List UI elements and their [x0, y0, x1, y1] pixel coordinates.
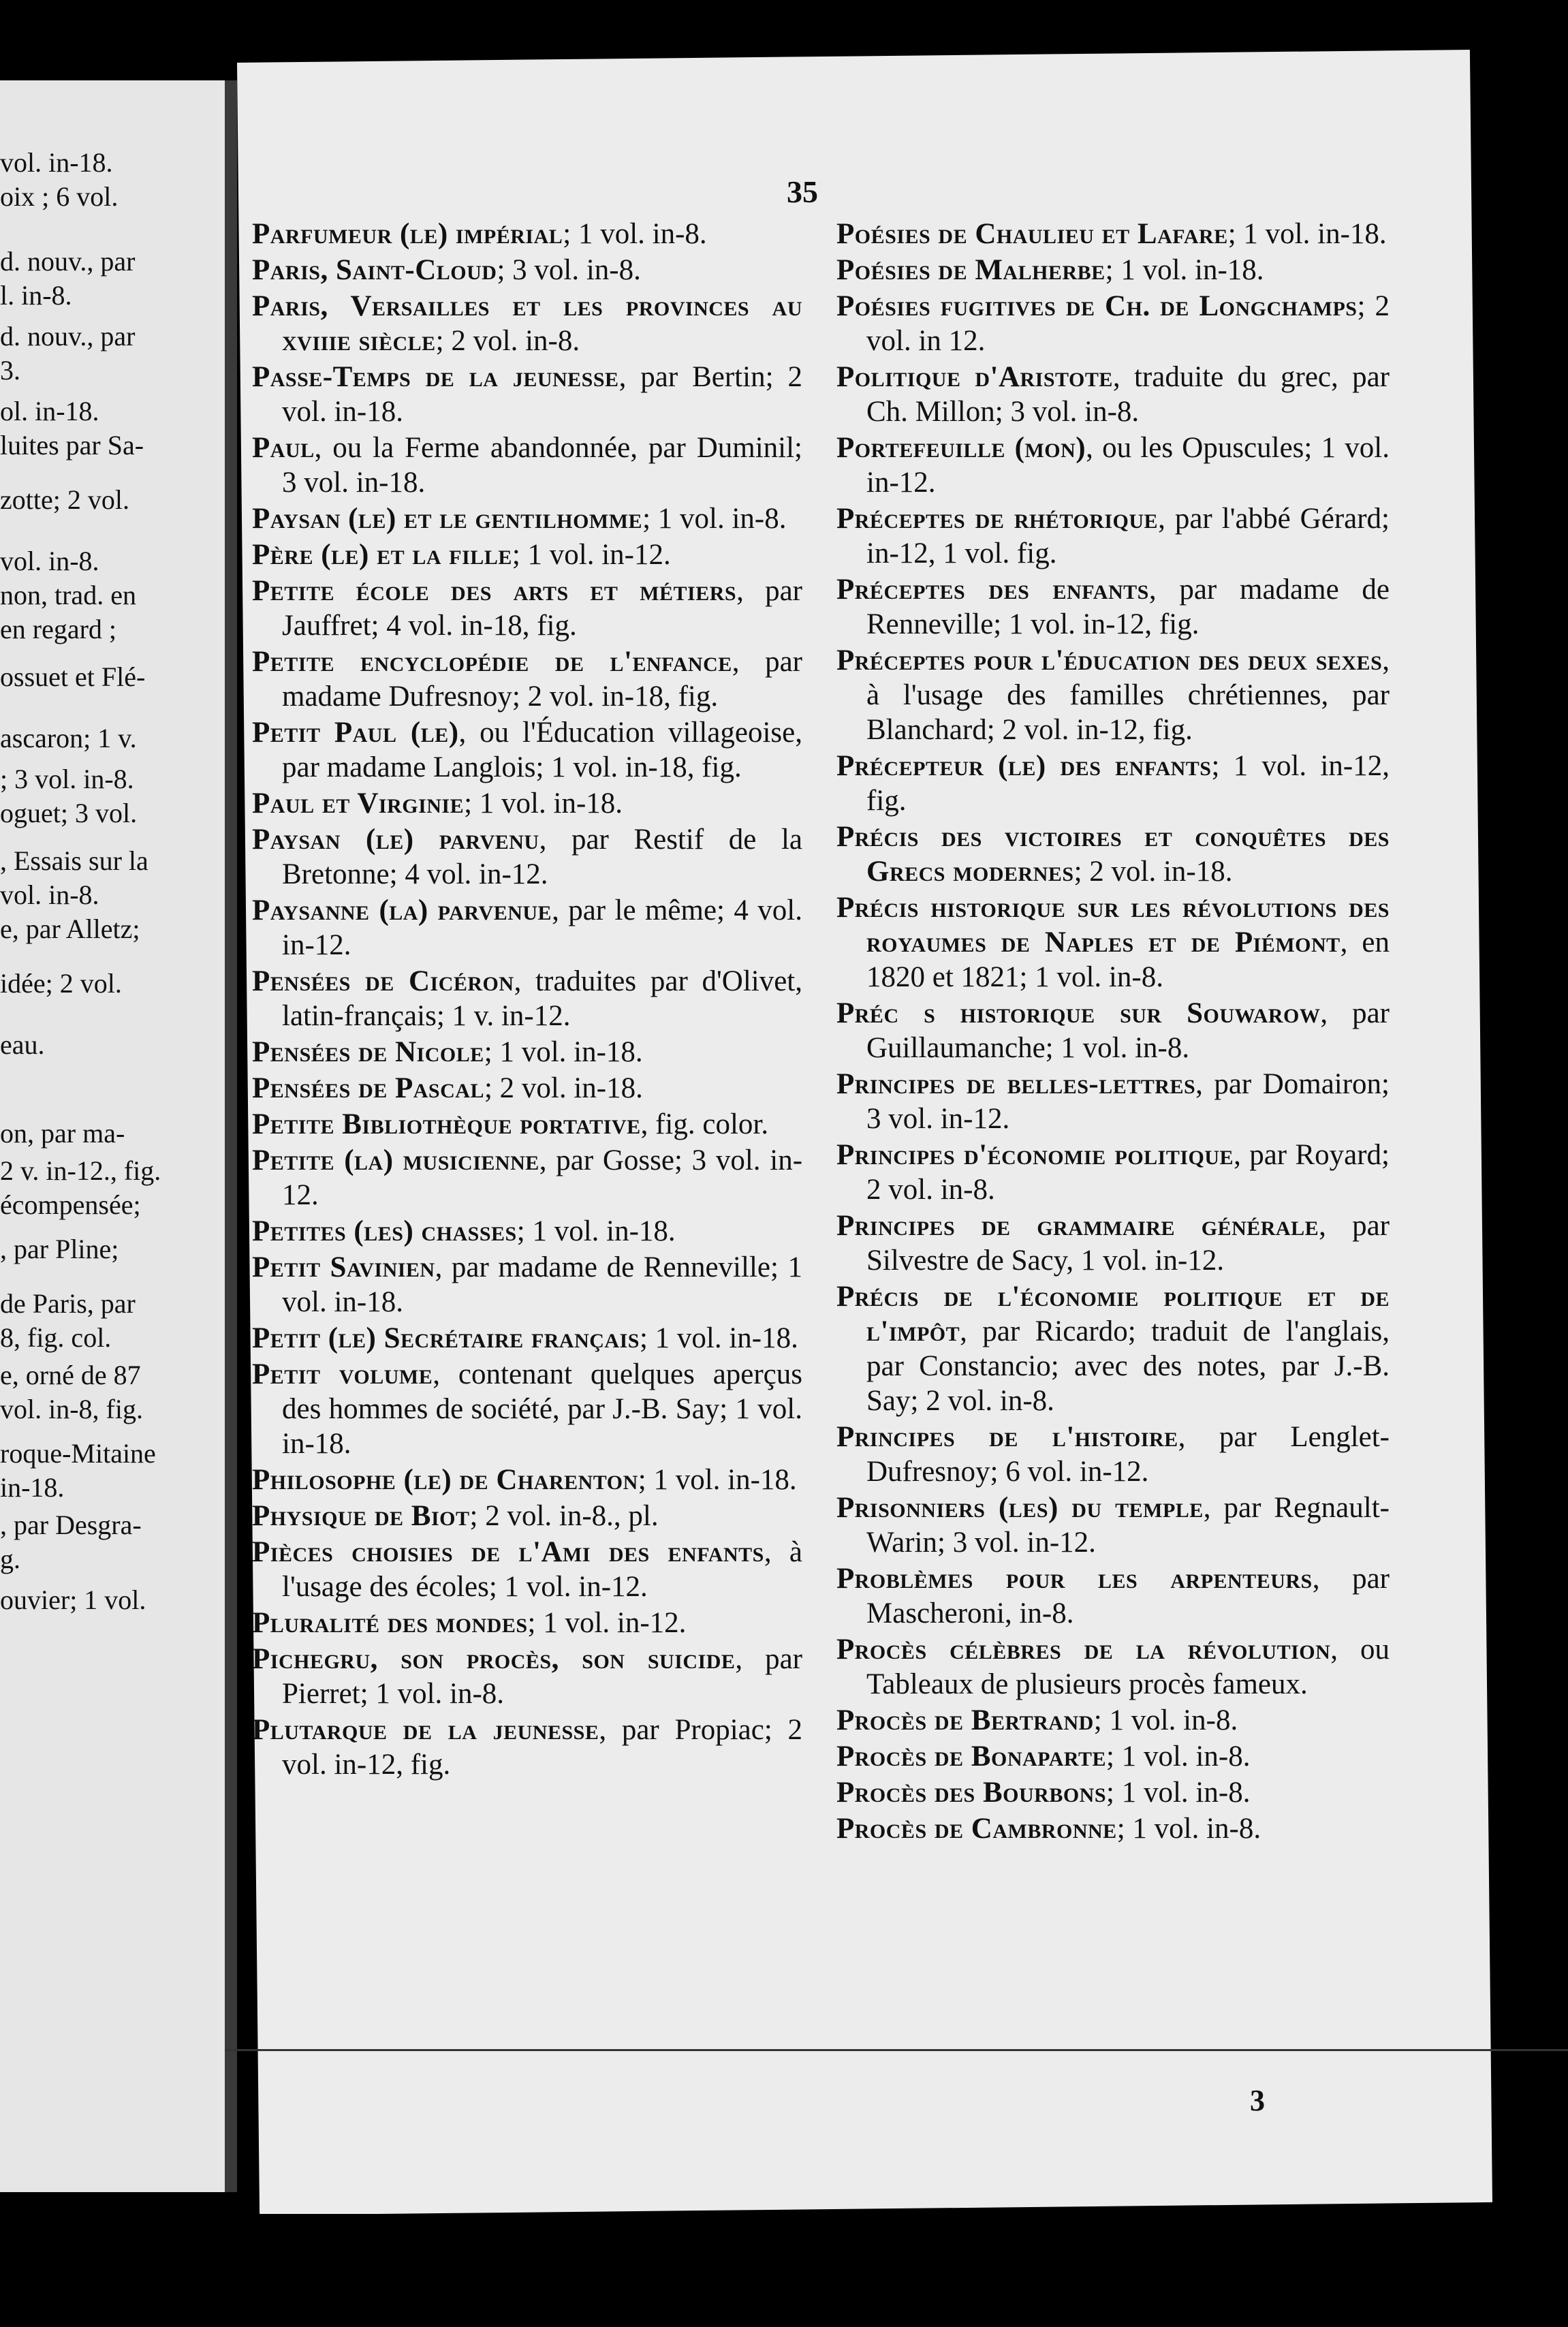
- catalog-entry: [252, 644, 802, 714]
- entry-details: , par madame Dufresnoy; 2 vol. in-18, fig.: [282, 646, 802, 713]
- catalog-entry: [836, 253, 1390, 287]
- entry-title: Petites (les) chasses: [252, 1215, 517, 1247]
- catalog-entry: [836, 819, 1390, 889]
- facing-page-text-fragment: d. nouv., par: [0, 321, 136, 352]
- entry-details: , fig. color.: [640, 1108, 769, 1140]
- entry-title: Petit (le) Secrétaire français: [252, 1322, 640, 1354]
- catalog-entry: [836, 1775, 1390, 1810]
- catalog-entry: [252, 1214, 802, 1249]
- entry-title: Politique d'Aristote: [836, 361, 1113, 393]
- entry-title: Paysan (le) et le gentilhomme: [252, 503, 643, 535]
- signature-mark: 3: [1250, 2084, 1265, 2117]
- entry-details: , par l'abbé Gérard; in-12, 1 vol. fig.: [866, 503, 1390, 569]
- entry-title: Préceptes des enfants: [836, 574, 1149, 606]
- entry-title: Pensées de Cicéron: [252, 965, 514, 997]
- entry-details: , par Lenglet-Dufresnoy; 6 vol. in-12.: [866, 1421, 1390, 1488]
- catalog-entry: [836, 1208, 1390, 1278]
- facing-page-text-fragment: ossuet et Flé-: [0, 661, 146, 692]
- entry-title: Précepteur (le) des enfants: [836, 750, 1212, 782]
- catalog-entry: [252, 1713, 802, 1782]
- facing-page-text-fragment: écompensée;: [0, 1189, 141, 1220]
- facing-page-text-fragment: 2 v. in-12., fig.: [0, 1155, 161, 1186]
- page-gutter: [225, 80, 237, 2192]
- entry-details: ; 1 vol. in-18.: [464, 787, 623, 819]
- catalog-entry: [836, 1739, 1390, 1774]
- catalog-entry: [836, 1811, 1390, 1846]
- catalog-entry: [252, 1321, 802, 1356]
- entry-details: ; 1 vol. in-18.: [1227, 218, 1387, 250]
- facing-page-text-fragment: en regard ;: [0, 614, 117, 644]
- entry-title: Petite Bibliothèque portative: [252, 1108, 641, 1140]
- facing-page-text-fragment: roque-Mitaine: [0, 1438, 156, 1469]
- catalog-entry: [836, 996, 1390, 1065]
- entry-title: Paysan (le) parvenu: [252, 824, 539, 856]
- entry-details: , ou les Opuscules; 1 vol. in-12.: [866, 432, 1390, 499]
- facing-page-text-fragment: , par Pline;: [0, 1234, 119, 1264]
- entry-title: Poésies fugitives de Ch. de Longchamps: [836, 290, 1358, 322]
- page-number: 35: [787, 174, 818, 209]
- entry-title: Précis des victoires et conquêtes des Grecs modernes: [836, 821, 1390, 888]
- facing-page-text-fragment: g.: [0, 1544, 20, 1574]
- catalog-entry: [836, 1490, 1390, 1560]
- entry-details: ; 1 vol. in-18.: [639, 1322, 798, 1354]
- facing-page-text-fragment: e, orné de 87: [0, 1360, 141, 1390]
- entry-details: ; 1 vol. in-8.: [1106, 1740, 1251, 1772]
- entry-title: Poésies de Chaulieu et Lafare: [836, 218, 1228, 250]
- facing-page-text-fragment: oix ; 6 vol.: [0, 181, 119, 212]
- facing-page-text-fragment: vol. in-8.: [0, 879, 99, 910]
- facing-page-fragment: [0, 80, 228, 2192]
- entry-title: Procès de Bertrand: [836, 1704, 1094, 1736]
- catalog-entry: [836, 1138, 1390, 1207]
- entry-title: Principes de l'histoire: [836, 1421, 1178, 1453]
- catalog-entry: [836, 501, 1390, 571]
- facing-page-text-fragment: on, par ma-: [0, 1118, 125, 1149]
- entry-title: Procès célèbres de la révolution: [836, 1634, 1331, 1666]
- entry-details: , ou la Ferme abandonnée, par Duminil; 3 vol. in-18.: [282, 432, 802, 499]
- entry-details: ; 1 vol. in-18.: [638, 1464, 797, 1496]
- entry-details: ; 1 vol. in-8.: [642, 503, 787, 535]
- entry-title: Pièces choisies de l'Ami des enfants: [252, 1536, 764, 1568]
- facing-page-text-fragment: ol. in-18.: [0, 396, 99, 426]
- entry-title: Préceptes pour l'éducation des deux sexes: [836, 644, 1383, 676]
- facing-page-text-fragment: , par Desgra-: [0, 1510, 142, 1540]
- entry-title: Pensées de Pascal: [252, 1072, 484, 1104]
- entry-details: ; 3 vol. in-8.: [497, 254, 641, 286]
- facing-page-text-fragment: ouvier; 1 vol.: [0, 1584, 146, 1615]
- entry-title: Principes d'économie politique: [836, 1139, 1234, 1171]
- entry-title: Poésies de Malherbe: [836, 254, 1106, 286]
- catalog-entry: [252, 893, 802, 963]
- catalog-entry: [252, 786, 802, 821]
- bottom-rule: [225, 2049, 1568, 2051]
- entry-details: , traduite du grec, par Ch. Millon; 3 vol. in-8.: [866, 361, 1390, 428]
- entry-title: Plutarque de la jeunesse: [252, 1714, 599, 1746]
- facing-page-text-fragment: 3.: [0, 355, 20, 386]
- entry-details: , par Propiac; 2 vol. in-12, fig.: [282, 1714, 802, 1781]
- catalog-entry: [252, 537, 802, 572]
- catalog-entry: [836, 431, 1390, 500]
- facing-page-text-fragment: non, trad. en: [0, 580, 136, 610]
- entry-title: Pluralité des mondes: [252, 1607, 528, 1639]
- entry-title: Parfumeur (le) impérial: [252, 218, 563, 250]
- entry-details: , par Regnault-Warin; 3 vol. in-12.: [866, 1492, 1390, 1559]
- catalog-entry: [252, 1642, 802, 1711]
- entry-details: , par Gosse; 3 vol. in-12.: [282, 1144, 803, 1211]
- facing-page-text-fragment: , Essais sur la: [0, 845, 148, 876]
- entry-details: ; 2 vol. in-18.: [484, 1072, 643, 1104]
- catalog-entry: [252, 574, 802, 643]
- entry-title: Père (le) et la fille: [252, 539, 512, 571]
- catalog-entry: [836, 360, 1390, 429]
- entry-title: Procès de Bonaparte: [836, 1740, 1107, 1772]
- facing-page-text-fragment: de Paris, par: [0, 1288, 136, 1319]
- catalog-entry: [252, 217, 802, 251]
- facing-page-text-fragment: 8, fig. col.: [0, 1322, 112, 1353]
- entry-details: , par Mascheroni, in-8.: [866, 1563, 1390, 1629]
- facing-page-text-fragment: idée; 2 vol.: [0, 968, 122, 999]
- entry-details: , traduites par d'Olivet, latin-français; 1 v. in-12.: [282, 965, 802, 1032]
- entry-title: Petite école des arts et métiers: [252, 575, 737, 607]
- entry-title: Paris, Versailles et les provinces au xviiie siècle: [252, 290, 802, 357]
- facing-page-text-fragment: in-18.: [0, 1472, 65, 1503]
- catalog-entry: [836, 1561, 1390, 1631]
- entry-details: , par madame de Renneville; 1 vol. in-18.: [282, 1251, 802, 1318]
- catalog-entry: [252, 1535, 802, 1604]
- entry-details: , par Bertin; 2 vol. in-18.: [282, 361, 802, 428]
- catalog-entry: [836, 643, 1390, 747]
- entry-details: ; 1 vol. in-18.: [484, 1036, 643, 1068]
- catalog-entry: [836, 749, 1390, 818]
- entry-title: Petite encyclopédie de l'enfance: [252, 646, 732, 678]
- catalog-entry: [836, 1632, 1390, 1702]
- catalog-entry: [836, 890, 1390, 995]
- entry-title: Passe-Temps de la jeunesse: [252, 361, 619, 393]
- entry-title: Problèmes pour les arpenteurs: [836, 1563, 1313, 1595]
- entry-title: Pensées de Nicole: [252, 1036, 484, 1068]
- entry-title: Paul: [252, 432, 315, 464]
- entry-details: ; 2 vol. in-8., pl.: [469, 1500, 659, 1532]
- catalog-entry: [252, 1250, 802, 1319]
- entry-details: ; 2 vol. in-8.: [435, 325, 580, 357]
- entry-title: Préc s historique sur Souwarow: [836, 997, 1321, 1029]
- facing-page-text-fragment: l. in-8.: [0, 280, 72, 311]
- entry-title: Petit volume: [252, 1358, 433, 1390]
- entry-title: Procès de Cambronne: [836, 1813, 1117, 1845]
- entry-details: ; 1 vol. in-8.: [1093, 1704, 1238, 1736]
- entry-details: ; 1 vol. in-8.: [1116, 1813, 1261, 1845]
- entry-details: , par madame de Renneville; 1 vol. in-12, fig.: [866, 574, 1390, 640]
- entry-title: Petite (la) musicienne: [252, 1144, 539, 1176]
- facing-page-text-fragment: oguet; 3 vol.: [0, 798, 138, 828]
- entry-title: Paysanne (la) parvenue: [252, 894, 552, 926]
- entry-details: , à l'usage des familles chrétiennes, par Blanchard; 2 vol. in-12, fig.: [866, 644, 1390, 746]
- entry-details: , par Jauffret; 4 vol. in-18, fig.: [282, 575, 803, 642]
- catalog-entry: [252, 715, 802, 785]
- entry-title: Principes de belles-lettres: [836, 1068, 1196, 1100]
- catalog-entry: [252, 360, 802, 429]
- catalog-entry: [252, 1606, 802, 1640]
- entry-details: , par Domairon; 3 vol. in-12.: [866, 1068, 1390, 1135]
- facing-page-text-fragment: e, par Alletz;: [0, 913, 140, 944]
- entry-details: , par le même; 4 vol. in-12.: [282, 894, 802, 961]
- entry-details: ; 1 vol. in-18.: [516, 1215, 676, 1247]
- entry-details: , par Guillaumanche; 1 vol. in-8.: [866, 997, 1390, 1064]
- catalog-column-left: [252, 217, 802, 1783]
- catalog-entry: [252, 1071, 802, 1106]
- catalog-entry: [836, 572, 1390, 642]
- scan-border: [225, 2214, 1568, 2327]
- catalog-entry: [252, 822, 802, 892]
- entry-title: Petit Savinien: [252, 1251, 435, 1283]
- entry-details: ; 1 vol. in-8.: [563, 218, 707, 250]
- facing-page-text-fragment: luites par Sa-: [0, 430, 144, 460]
- catalog-entry: [252, 431, 802, 500]
- catalog-entry: [836, 1279, 1390, 1418]
- catalog-entry: [252, 1499, 802, 1533]
- catalog-entry: [252, 1035, 802, 1069]
- entry-details: ; 1 vol. in-12, fig.: [866, 750, 1390, 817]
- entry-title: Précis de l'économie politique et de l'impôt: [836, 1281, 1390, 1347]
- catalog-entry: [252, 964, 802, 1033]
- entry-details: , à l'usage des écoles; 1 vol. in-12.: [282, 1536, 802, 1603]
- catalog-entry: [252, 1463, 802, 1497]
- catalog-entry: [252, 1107, 802, 1142]
- entry-title: Paul et Virginie: [252, 787, 465, 819]
- entry-title: Procès des Bourbons: [836, 1777, 1107, 1809]
- entry-title: Prisonniers (les) du temple: [836, 1492, 1204, 1524]
- catalog-entry: [252, 501, 802, 536]
- catalog-entry: [836, 289, 1390, 358]
- entry-details: ; 1 vol. in-8.: [1106, 1777, 1251, 1809]
- catalog-entry: [836, 217, 1390, 251]
- facing-page-text-fragment: ; 3 vol. in-8.: [0, 764, 134, 794]
- facing-page-text-fragment: vol. in-8, fig.: [0, 1394, 143, 1424]
- entry-details: , par Restif de la Bretonne; 4 vol. in-12.: [282, 824, 802, 890]
- entry-details: ; 2 vol. in-18.: [1073, 856, 1233, 888]
- catalog-entry: [252, 289, 802, 358]
- facing-page-text-fragment: zotte; 2 vol.: [0, 484, 129, 515]
- facing-page-text-fragment: vol. in-18.: [0, 147, 113, 178]
- entry-details: ; 1 vol. in-12.: [512, 539, 671, 571]
- entry-title: Précis historique sur les révolutions des royaumes de Naples et de Piémont: [836, 892, 1390, 958]
- entry-details: , contenant quelques aperçus des hommes de société, par J.-B. Say; 1 vol. in-18.: [282, 1358, 802, 1460]
- entry-title: Préceptes de rhétorique: [836, 503, 1159, 535]
- entry-details: , par Pierret; 1 vol. in-8.: [282, 1643, 803, 1710]
- entry-title: Pichegru, son procès, son suicide: [252, 1643, 736, 1675]
- entry-title: Principes de grammaire générale: [836, 1210, 1319, 1242]
- entry-details: , par Royard; 2 vol. in-8.: [866, 1139, 1390, 1206]
- entry-title: Philosophe (le) de Charenton: [252, 1464, 638, 1496]
- catalog-entry: [836, 1703, 1390, 1738]
- entry-details: ; 2 vol. in 12.: [866, 290, 1390, 357]
- entry-title: Paris, Saint-Cloud: [252, 254, 497, 286]
- catalog-entry: [252, 1357, 802, 1461]
- catalog-column-right: [836, 217, 1390, 1847]
- entry-details: , ou l'Éducation villageoise, par madame Langlois; 1 vol. in-18, fig.: [282, 717, 802, 783]
- catalog-entry: [252, 253, 802, 287]
- catalog-entry: [252, 1143, 802, 1213]
- entry-details: ; 1 vol. in-12.: [527, 1607, 687, 1639]
- entry-title: Portefeuille (mon): [836, 432, 1086, 464]
- entry-details: , par Silvestre de Sacy, 1 vol. in-12.: [866, 1210, 1390, 1277]
- entry-details: , ou Tableaux de plusieurs procès fameux.: [866, 1634, 1390, 1700]
- catalog-entry: [836, 1420, 1390, 1489]
- entry-details: , en 1820 et 1821; 1 vol. in-8.: [866, 926, 1390, 993]
- facing-page-text-fragment: d. nouv., par: [0, 246, 136, 277]
- entry-title: Petit Paul (le): [252, 717, 459, 749]
- catalog-entry: [836, 1067, 1390, 1136]
- entry-details: ; 1 vol. in-18.: [1105, 254, 1264, 286]
- facing-page-text-fragment: vol. in-8.: [0, 546, 99, 576]
- facing-page-text-fragment: ascaron; 1 v.: [0, 723, 137, 753]
- facing-page-text-fragment: eau.: [0, 1029, 45, 1060]
- entry-title: Physique de Biot: [252, 1500, 470, 1532]
- entry-details: , par Ricardo; traduit de l'anglais, par Constancio; avec des notes, par J.-B. Say; 2 vol. in-8.: [866, 1315, 1390, 1417]
